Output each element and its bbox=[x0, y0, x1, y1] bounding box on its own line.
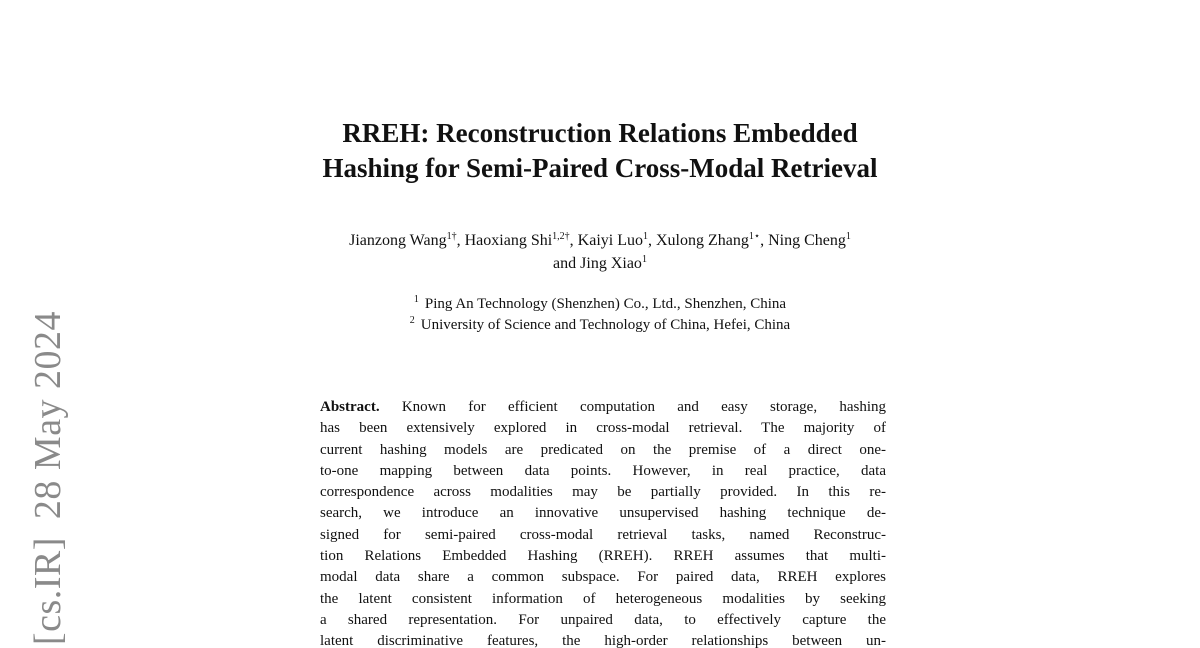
title-line-2: Hashing for Semi-Paired Cross-Modal Retrieval bbox=[322, 153, 878, 183]
author-name: Jianzong Wang bbox=[349, 232, 447, 249]
abstract-line: a shared representation. For unpaired data, to effectively capture the bbox=[320, 611, 886, 628]
abstract-label: Abstract. bbox=[320, 399, 380, 415]
abstract-line: signed for semi-paired cross-modal retrieval tasks, named Reconstruc- bbox=[320, 526, 886, 543]
affiliation-text: University of Science and Technology of China, Hefei, China bbox=[420, 317, 791, 333]
abstract-line: to-one mapping between data points. However, in real practice, data bbox=[320, 462, 886, 479]
abstract-line: correspondence across modalities may be partially provided. In this re- bbox=[320, 484, 886, 501]
arxiv-sidebar-stamp bbox=[26, 311, 70, 645]
abstract-line: tion Relations Embedded Hashing (RREH). RREH assumes that multi- bbox=[320, 548, 886, 565]
affiliation-item bbox=[200, 294, 1000, 315]
abstract-line bbox=[320, 397, 886, 418]
abstract-line: current hashing models are predicated on the premise of a direct one- bbox=[320, 441, 886, 458]
author-affiliation-mark: 1⋆ bbox=[748, 231, 761, 242]
abstract-line: the latent consistent information of heterogeneous modalities by seeking bbox=[320, 590, 886, 607]
affiliation-mark: 1 bbox=[413, 294, 419, 305]
affiliation-list bbox=[200, 294, 1000, 336]
author-name: Kaiyi Luo bbox=[577, 232, 643, 249]
author-conjunction: and bbox=[553, 255, 581, 272]
affiliation-mark: 2 bbox=[409, 315, 415, 326]
author-affiliation-mark: 1,2† bbox=[552, 231, 570, 242]
author-affiliation-mark: 1† bbox=[446, 231, 457, 242]
arxiv-date: 28 May 2024 bbox=[27, 310, 69, 520]
abstract-line: search, we introduce an innovative unsupervised hashing technique de- bbox=[320, 505, 886, 522]
author-separator: , bbox=[456, 232, 465, 249]
author-affiliation-mark: 1 bbox=[642, 231, 648, 242]
abstract-text: Known for efficient computation and easy storage, hashing bbox=[401, 399, 887, 415]
author-line-1 bbox=[200, 229, 1000, 252]
affiliation-text: Ping An Technology (Shenzhen) Co., Ltd., Shenzhen, China bbox=[424, 296, 787, 312]
author-list bbox=[200, 229, 1000, 275]
arxiv-category: [cs.IR] bbox=[27, 537, 69, 646]
author-name: Ning Cheng bbox=[768, 232, 846, 249]
paper-title bbox=[200, 116, 1000, 186]
author-separator: , bbox=[569, 232, 578, 249]
abstract-line: modal data share a common subspace. For paired data, RREH explores bbox=[320, 569, 886, 586]
abstract bbox=[320, 397, 886, 648]
author-separator: , bbox=[647, 232, 656, 249]
author-separator: , bbox=[760, 232, 769, 249]
author-line-2 bbox=[200, 252, 1000, 275]
affiliation-item bbox=[200, 315, 1000, 336]
title-line-1: RREH: Reconstruction Relations Embedded bbox=[342, 118, 858, 148]
abstract-line: has been extensively explored in cross-modal retrieval. The majority of bbox=[320, 420, 886, 437]
abstract-line: latent discriminative features, the high-order relationships between un- bbox=[320, 633, 886, 648]
author-name: Haoxiang Shi bbox=[464, 232, 553, 249]
author-affiliation-mark: 1 bbox=[641, 254, 647, 265]
author-name: Xulong Zhang bbox=[655, 232, 749, 249]
author-name: Jing Xiao bbox=[580, 255, 642, 272]
author-affiliation-mark: 1 bbox=[845, 231, 851, 242]
